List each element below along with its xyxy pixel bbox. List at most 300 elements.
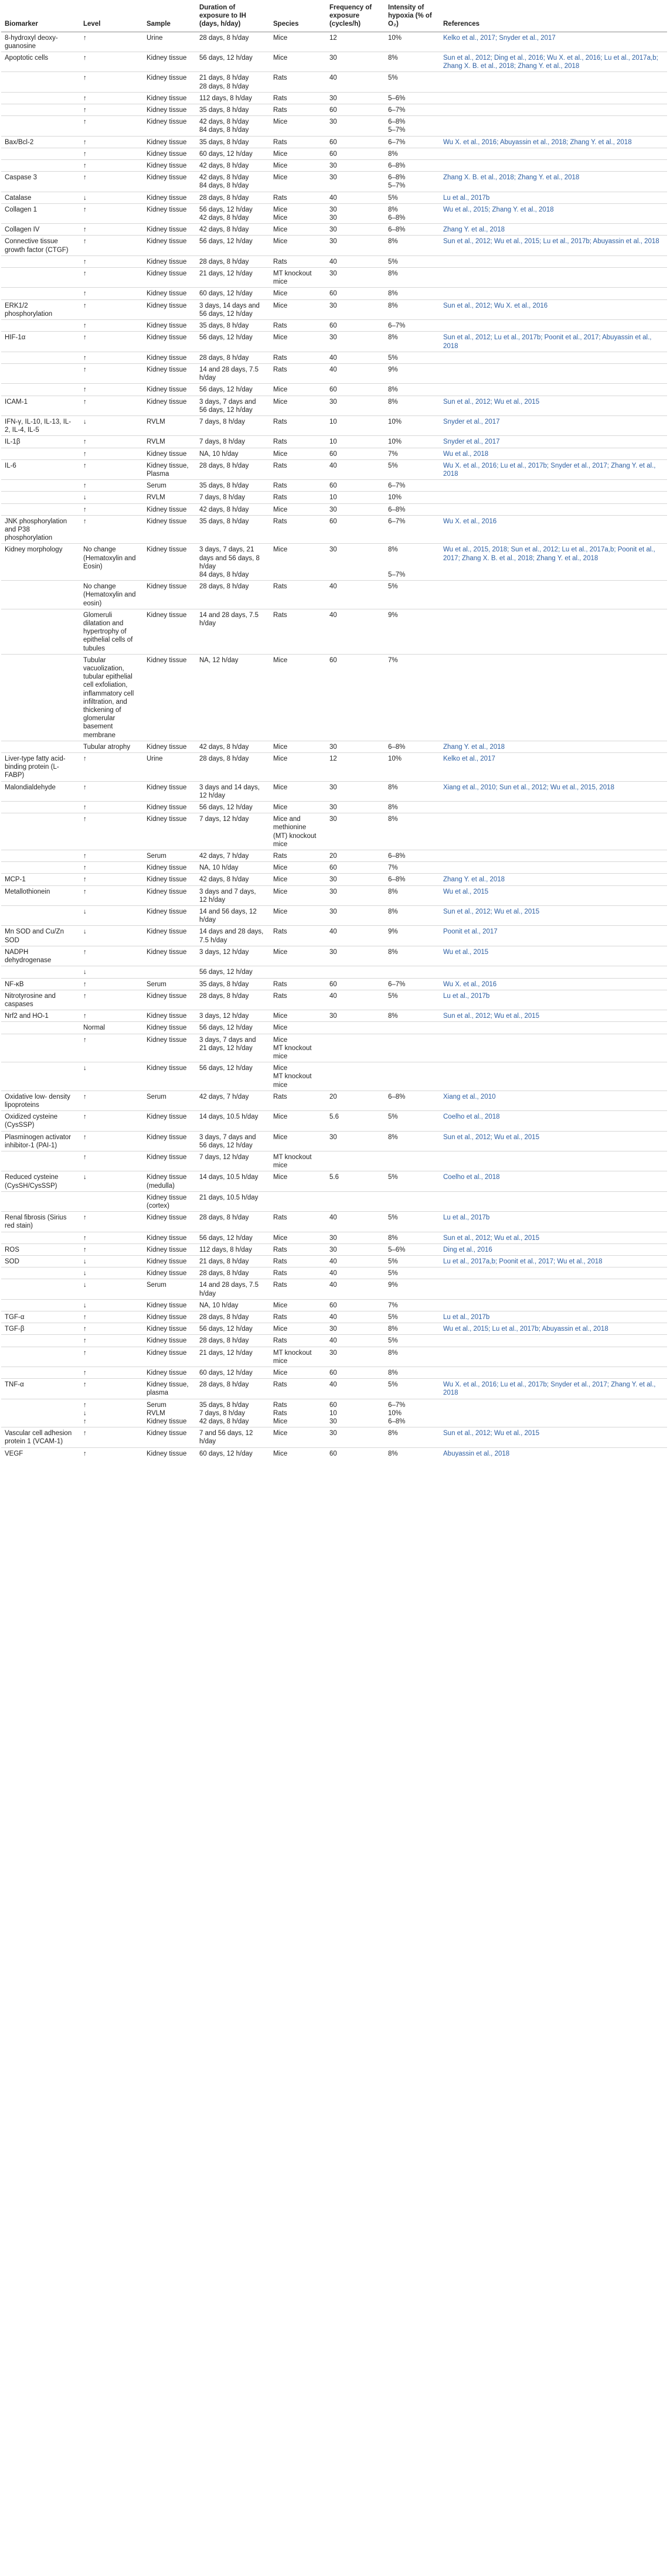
sample-cell: Kidney tissue [143,1232,196,1243]
table-row [1,448,667,459]
table-row [1,1267,667,1279]
references-cell: Wu et al., 2015 [440,885,667,905]
intensity-cell: 7% [385,1299,440,1311]
table-row [1,1379,667,1399]
table-row [1,415,667,435]
duration-cell: 14 and 28 days, 7.5 h/day [196,609,270,654]
frequency-cell: 40 [326,1279,385,1299]
frequency-cell: 60 [326,148,385,159]
biomarker-cell [1,384,80,396]
references-cell [440,1022,667,1034]
duration-cell: 14 days, 10.5 h/day [196,1171,270,1191]
intensity-cell [385,1191,440,1211]
species-cell: Mice [270,1447,326,1459]
biomarker-cell: IFN-γ, IL-10, IL-13, IL-2, IL-4, IL-5 [1,415,80,435]
species-cell: Mice [270,654,326,741]
biomarker-cell [1,320,80,332]
intensity-cell: 8% [385,299,440,319]
intensity-cell: 8% [385,288,440,299]
biomarker-cell [1,1151,80,1171]
frequency-cell: 30 [326,1323,385,1335]
level-cell: Tubular atrophy [80,741,143,752]
table-row [1,1447,667,1459]
duration-cell: 7 and 56 days, 12 h/day [196,1427,270,1447]
frequency-cell: 40 [326,1212,385,1232]
species-cell: Rats [270,436,326,448]
references-cell [440,1279,667,1299]
sample-cell: Kidney tissue [143,1335,196,1347]
intensity-cell: 8% [385,1010,440,1022]
table-row [1,753,667,782]
table-row [1,850,667,862]
intensity-cell: 8% [385,946,440,966]
sample-cell: Kidney tissue (medulla) [143,1171,196,1191]
level-cell: ↑ [80,1010,143,1022]
references-cell: Wu et al., 2015; Lu et al., 2017b; Abuyassin et al., 2018 [440,1323,667,1335]
species-cell: Mice [270,1010,326,1022]
species-cell [270,1191,326,1211]
intensity-cell: 8% [385,885,440,905]
biomarker-cell: JNK phosphorylation and P38 phosphorylation [1,515,80,544]
species-cell: Rats [270,415,326,435]
sample-cell: Kidney tissue [143,352,196,363]
intensity-cell: 8% 6–8% [385,203,440,223]
table-row [1,255,667,267]
references-cell [440,363,667,383]
sample-cell: Kidney tissue [143,885,196,905]
biomarker-cell: Oxidized cysteine (CysSSP) [1,1111,80,1131]
level-cell: ↑ [80,136,143,148]
level-cell: ↑ [80,1212,143,1232]
duration-cell: 35 days, 8 h/day [196,104,270,116]
duration-cell: 14 and 28 days, 7.5 h/day [196,1279,270,1299]
table-row [1,459,667,479]
frequency-cell: 30 [326,813,385,850]
intensity-cell: 5% [385,1212,440,1232]
duration-cell: 35 days, 8 h/day [196,515,270,544]
sample-cell: Kidney tissue [143,92,196,104]
intensity-cell: 8% [385,52,440,72]
intensity-cell [385,1022,440,1034]
level-cell: ↑ [80,299,143,319]
table-body [1,32,667,1459]
duration-cell: 42 days, 8 h/day [196,503,270,515]
level-cell: ↑ [80,203,143,223]
biomarker-cell: ERK1/2 phosphorylation [1,299,80,319]
sample-cell: Urine [143,753,196,782]
duration-cell: 3 days and 14 days, 12 h/day [196,781,270,801]
level-cell: ↑ [80,92,143,104]
biomarker-cell [1,448,80,459]
duration-cell: 28 days, 8 h/day [196,459,270,479]
sample-cell: Kidney tissue [143,990,196,1010]
references-cell: Zhang X. B. et al., 2018; Zhang Y. et al., 2018 [440,172,667,192]
table-row [1,1034,667,1062]
intensity-cell: 5% [385,581,440,609]
sample-cell: Kidney tissue [143,332,196,352]
intensity-cell: 6–8% [385,850,440,862]
level-cell: ↑ [80,384,143,396]
biomarker-cell [1,1367,80,1379]
references-cell [440,654,667,741]
sample-cell: Kidney tissue [143,802,196,813]
intensity-cell: 6–7% [385,480,440,492]
species-cell: Mice [270,1323,326,1335]
species-cell: Rats [270,1279,326,1299]
biomarker-cell [1,1267,80,1279]
biomarker-cell: Malondialdehyde [1,781,80,801]
duration-cell: 35 days, 8 h/day [196,480,270,492]
sample-cell: Kidney tissue [143,515,196,544]
species-cell: Rats [270,515,326,544]
frequency-cell [326,1151,385,1171]
species-cell: Mice [270,1111,326,1131]
level-cell: ↑ [80,459,143,479]
references-cell [440,92,667,104]
sample-cell: Kidney tissue [143,1255,196,1267]
sample-cell: Kidney tissue [143,203,196,223]
sample-cell: Kidney tissue [143,136,196,148]
sample-cell: Kidney tissue [143,926,196,946]
duration-cell: 42 days, 7 h/day [196,1091,270,1110]
biomarker-cell: NF-κB [1,978,80,990]
intensity-cell: 8% [385,148,440,159]
species-cell: Mice [270,874,326,885]
species-cell: Rats [270,1335,326,1347]
intensity-cell: 8% [385,384,440,396]
table-row [1,92,667,104]
species-cell: Mice [270,236,326,255]
sample-cell: Kidney tissue [143,544,196,581]
frequency-cell: 40 [326,352,385,363]
references-cell [440,492,667,503]
frequency-cell: 30 [326,885,385,905]
species-cell: Mice [270,148,326,159]
sample-cell: Kidney tissue [143,396,196,415]
duration-cell: 28 days, 8 h/day [196,192,270,203]
sample-cell: Serum [143,978,196,990]
level-cell: ↓ [80,1267,143,1279]
sample-cell: Kidney tissue [143,236,196,255]
table-row [1,654,667,741]
references-cell: Zhang Y. et al., 2018 [440,224,667,236]
references-cell [440,850,667,862]
level-cell: ↑ [80,1243,143,1255]
col-sample-header: Sample [143,0,196,32]
intensity-cell: 8% [385,906,440,926]
table-row [1,1347,667,1367]
table-row [1,1243,667,1255]
intensity-cell: 6–7% [385,104,440,116]
intensity-cell: 6–8% [385,224,440,236]
intensity-cell: 7% [385,862,440,874]
duration-cell: 21 days, 8 h/day [196,1255,270,1267]
species-cell: Mice [270,906,326,926]
references-cell: Sun et al., 2012; Wu X. et al., 2016 [440,299,667,319]
intensity-cell: 8% [385,813,440,850]
duration-cell: 42 days, 8 h/day [196,160,270,172]
biomarker-cell: Liver-type fatty acid-binding protein (L-FABP) [1,753,80,782]
level-cell: ↑ [80,515,143,544]
intensity-cell: 10% [385,32,440,52]
species-cell: Mice [270,396,326,415]
table-row [1,1171,667,1191]
sample-cell: Serum [143,1091,196,1110]
duration-cell: 42 days, 8 h/day [196,741,270,752]
biomarker-cell: Apoptotic cells [1,52,80,72]
level-cell: ↑ [80,990,143,1010]
level-cell: No change (Hematoxylin and eosin) [80,581,143,609]
sample-cell: Kidney tissue [143,781,196,801]
frequency-cell: 30 [326,268,385,288]
biomarker-cell [1,255,80,267]
duration-cell: 42 days, 8 h/day [196,224,270,236]
table-row [1,990,667,1010]
references-cell [440,813,667,850]
species-cell: Rats [270,978,326,990]
references-cell [440,72,667,92]
frequency-cell: 30 [326,52,385,72]
duration-cell: 3 days, 7 days and 56 days, 12 h/day [196,1131,270,1151]
level-cell: ↑ [80,1311,143,1323]
references-cell [440,1399,667,1427]
level-cell: ↓ [80,906,143,926]
sample-cell: Kidney tissue [143,1010,196,1022]
duration-cell: 3 days, 7 days and 21 days, 12 h/day [196,1034,270,1062]
level-cell: ↑ [80,396,143,415]
frequency-cell: 5.6 [326,1111,385,1131]
references-cell [440,862,667,874]
frequency-cell: 40 [326,609,385,654]
level-cell: ↑ [80,320,143,332]
table-row [1,885,667,905]
intensity-cell: 7% [385,654,440,741]
frequency-cell: 40 [326,192,385,203]
intensity-cell: 9% [385,363,440,383]
intensity-cell: 10% [385,753,440,782]
intensity-cell: 5% [385,1255,440,1267]
level-cell: ↑ [80,1427,143,1447]
species-cell: Mice [270,52,326,72]
level-cell: ↑ [80,1091,143,1110]
frequency-cell: 30 [326,802,385,813]
duration-cell: 42 days, 8 h/day [196,874,270,885]
duration-cell: 28 days, 8 h/day [196,753,270,782]
frequency-cell: 30 [326,1347,385,1367]
table-row [1,609,667,654]
species-cell [270,966,326,978]
table-row [1,966,667,978]
biomarker-cell: MCP-1 [1,874,80,885]
intensity-cell: 5% [385,1267,440,1279]
table-row [1,1335,667,1347]
frequency-cell: 60 [326,480,385,492]
level-cell: No change (Hematoxylin and Eosin) [80,544,143,581]
sample-cell: RVLM [143,436,196,448]
references-cell [440,1151,667,1171]
frequency-cell: 10 [326,415,385,435]
table-row [1,581,667,609]
intensity-cell: 9% [385,1279,440,1299]
frequency-cell: 10 [326,436,385,448]
references-cell [440,503,667,515]
frequency-cell: 30 [326,781,385,801]
table-row [1,320,667,332]
references-cell: Wu et al., 2015, 2018; Sun et al., 2012; Lu et al., 2017a,b; Poonit et al., 2017; Zhang X. B. et al., 2018; Zhang Y. et al., 2018 [440,544,667,581]
intensity-cell: 6–7% 10% 6–8% [385,1399,440,1427]
intensity-cell: 8% [385,396,440,415]
biomarker-cell: Caspase 3 [1,172,80,192]
duration-cell: NA, 10 h/day [196,1299,270,1311]
references-cell [440,802,667,813]
level-cell: ↑ [80,1379,143,1399]
species-cell: Mice [270,1171,326,1191]
species-cell: Rats [270,136,326,148]
intensity-cell: 8% [385,1323,440,1335]
intensity-cell: 8% [385,268,440,288]
references-cell: Poonit et al., 2017 [440,926,667,946]
biomarker-cell: Catalase [1,192,80,203]
level-cell: ↑ [80,781,143,801]
intensity-cell: 6–8% 5–7% [385,172,440,192]
level-cell: ↑ [80,148,143,159]
sample-cell: Serum [143,1279,196,1299]
biomarker-cell [1,72,80,92]
references-cell [440,581,667,609]
sample-cell: Serum [143,480,196,492]
table-row [1,1010,667,1022]
sample-cell: Kidney tissue [143,609,196,654]
duration-cell: 60 days, 12 h/day [196,148,270,159]
frequency-cell: 30 [326,1010,385,1022]
level-cell: ↑ [80,862,143,874]
duration-cell: 60 days, 12 h/day [196,1367,270,1379]
references-cell: Abuyassin et al., 2018 [440,1447,667,1459]
intensity-cell: 6–7% [385,978,440,990]
species-cell: Mice [270,332,326,352]
intensity-cell: 8% [385,1131,440,1151]
references-cell: Wu et al., 2015; Zhang Y. et al., 2018 [440,203,667,223]
level-cell: ↑ [80,172,143,192]
references-cell: Coelho et al., 2018 [440,1171,667,1191]
intensity-cell: 6–8% [385,874,440,885]
biomarker-cell [1,1034,80,1062]
frequency-cell: 30 [326,224,385,236]
level-cell: ↑ [80,850,143,862]
table-row [1,363,667,383]
frequency-cell: 40 [326,1379,385,1399]
frequency-cell: 30 [326,906,385,926]
frequency-cell: 30 [326,874,385,885]
references-cell [440,1062,667,1091]
level-cell: ↓ [80,1062,143,1091]
level-cell: ↑ [80,436,143,448]
species-cell: Mice [270,1022,326,1034]
intensity-cell: 8% [385,1447,440,1459]
level-cell: ↑ [80,32,143,52]
intensity-cell: 5% [385,990,440,1010]
biomarker-cell [1,363,80,383]
species-cell: Mice [270,544,326,581]
species-cell: Mice [270,1299,326,1311]
species-cell: Mice [270,288,326,299]
level-cell: ↑ [80,332,143,352]
references-cell: Wu X. et al., 2016; Lu et al., 2017b; Snyder et al., 2017; Zhang Y. et al., 2018 [440,1379,667,1399]
table-row [1,1111,667,1131]
references-cell: Sun et al., 2012; Wu et al., 2015 [440,1427,667,1447]
biomarker-cell: Reduced cysteine (CysSH/CysSSP) [1,1171,80,1191]
level-cell [80,1191,143,1211]
table-row [1,104,667,116]
frequency-cell: 12 [326,753,385,782]
frequency-cell: 60 [326,448,385,459]
biomarker-cell [1,1299,80,1311]
species-cell: Rats [270,1267,326,1279]
intensity-cell: 8% [385,332,440,352]
biomarker-cell [1,1022,80,1034]
species-cell: Mice MT knockout mice [270,1062,326,1091]
sample-cell: Kidney tissue [143,1212,196,1232]
biomarker-cell: TGF-α [1,1311,80,1323]
references-cell [440,1347,667,1367]
table-row [1,741,667,752]
sample-cell: Kidney tissue [143,1267,196,1279]
species-cell: Mice [270,1367,326,1379]
frequency-cell: 30 [326,946,385,966]
species-cell: Rats [270,609,326,654]
table-row [1,906,667,926]
references-cell [440,104,667,116]
species-cell: Mice [270,741,326,752]
frequency-cell: 30 30 [326,203,385,223]
frequency-cell: 40 [326,459,385,479]
frequency-cell: 40 [326,990,385,1010]
duration-cell: 35 days, 8 h/day [196,136,270,148]
frequency-cell: 60 [326,978,385,990]
level-cell: ↑ [80,160,143,172]
species-cell: Mice [270,1232,326,1243]
biomarker-cell: NADPH dehydrogenase [1,946,80,966]
intensity-cell: 6–8% [385,741,440,752]
references-cell: Wu et al., 2015 [440,946,667,966]
references-cell: Wu X. et al., 2016; Lu et al., 2017b; Snyder et al., 2017; Zhang Y. et al., 2018 [440,459,667,479]
level-cell: ↓ [80,492,143,503]
duration-cell: 28 days, 8 h/day [196,1311,270,1323]
references-cell [440,352,667,363]
frequency-cell: 30 [326,92,385,104]
intensity-cell [385,1034,440,1062]
sample-cell: Kidney tissue [143,72,196,92]
table-row [1,1427,667,1447]
references-cell [440,1335,667,1347]
sample-cell: Kidney tissue [143,320,196,332]
sample-cell: Kidney tissue [143,1447,196,1459]
sample-cell: Kidney tissue [143,288,196,299]
duration-cell: 35 days, 8 h/day [196,978,270,990]
frequency-cell: 60 [326,320,385,332]
biomarker-cell: Metallothionein [1,885,80,905]
intensity-cell: 8% [385,1232,440,1243]
level-cell: Glomeruli dilatation and hypertrophy of epithelial cells of tubules [80,609,143,654]
biomarker-cell: Collagen 1 [1,203,80,223]
species-cell: Rats [270,363,326,383]
frequency-cell: 30 [326,544,385,581]
sample-cell: Kidney tissue [143,192,196,203]
duration-cell: 7 days, 8 h/day [196,492,270,503]
species-cell: Rats [270,92,326,104]
biomarker-cell: IL-1β [1,436,80,448]
biomarker-cell: Bax/Bcl-2 [1,136,80,148]
